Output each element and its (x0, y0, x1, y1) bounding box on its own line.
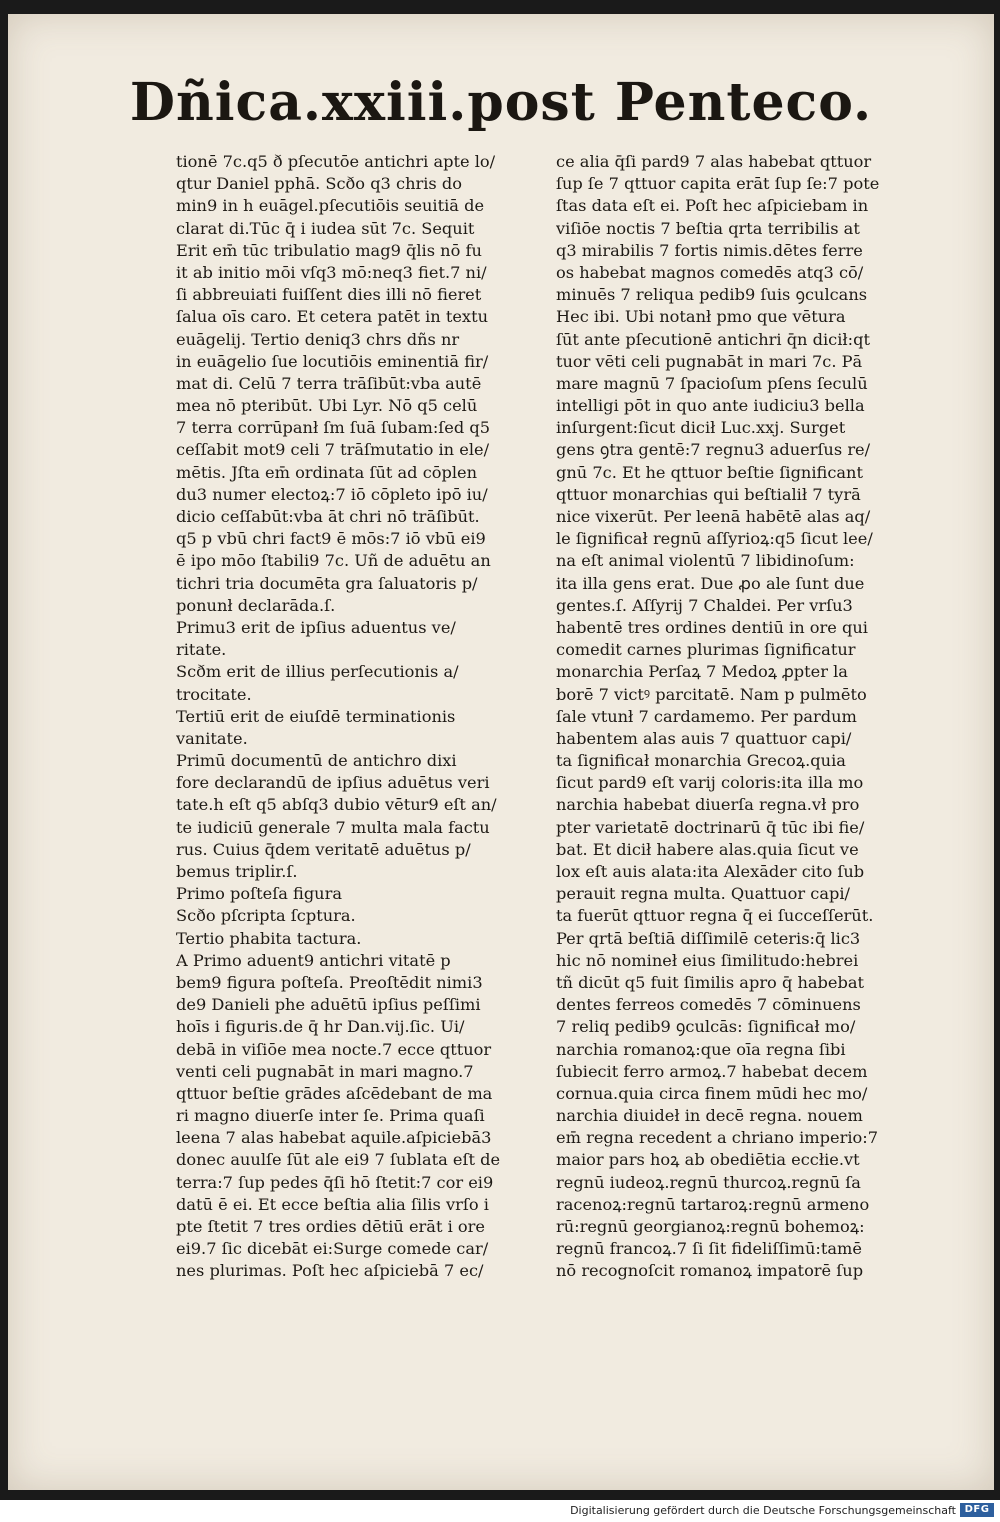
text-line: bat. Et dicił habere alas.quia ſicut ve (556, 839, 859, 859)
text-line: borē 7 victꝰ parcitatē. Nam p pulmēto (556, 684, 867, 704)
text-line: it ab initio mōi vſq3 mō:neq3 fiet.7 ni/ (176, 262, 487, 282)
text-line: Primu3 erit de ipſius aduentus ve/ (176, 617, 456, 637)
text-line: de9 Danieli phe aduētū ipſius peſſimi (176, 995, 481, 1015)
text-line: regnū francoꝝ.7 ſi ſit fideliſſimū:tamē (556, 1239, 862, 1259)
text-line: ſi abbreuiati fuiſſent dies illi nō fieret (176, 285, 482, 305)
text-line: ē ipo mōo ſtabili9 7c. Uñ de aduētu an (176, 551, 491, 571)
text-line: minuēs 7 reliqua pedib9 ſuis ꝯculcans (556, 285, 868, 305)
text-line: tichri tria documēta gra ſaluatoris p/ (176, 573, 478, 593)
text-line: intelligi pōt in quo ante iudiciu3 bella (556, 396, 865, 416)
text-line: Per qrtā beſtiā diſſimilē ceteris:q̄ lic3 (556, 928, 861, 948)
text-line: tñ dicūt q5 fuit ſimilis apro q̄ habebat (556, 972, 864, 992)
text-line: qttuor monarchias qui beſtialił 7 tyrā (556, 484, 861, 504)
text-line: 7 reliq pedib9 ꝯculcās: ſignificał mo/ (556, 1017, 856, 1037)
text-line: Scðm erit de illius perſecutionis a/ (176, 662, 459, 682)
text-line: ſale vtunł 7 cardamemo. Per pardum (556, 706, 857, 726)
text-line: pte ſtetit 7 tres ordies dētiū erāt i ore (176, 1217, 485, 1236)
text-line: du3 numer electoꝝ:7 iō cōpleto ipō iu/ (176, 484, 488, 504)
text-line: ei9.7 ſic dicebāt ei:Surge comede car/ (176, 1239, 489, 1259)
text-line: ſubiecit ferro armoꝝ.7 habebat decem (556, 1061, 868, 1081)
text-line: qtur Daniel pphā. Scðo q3 chris do (176, 174, 462, 194)
text-line: Hec ibi. Ubi notanł pmo que vētura (556, 307, 846, 327)
text-line: ri magno diuerſe inter ſe. Prima quaſi (176, 1106, 485, 1126)
text-line: tuor vēti celi pugnabāt in mari 7c. Pā (556, 351, 863, 371)
text-line: debā in viſiōe mea nocte.7 ecce qttuor (176, 1039, 492, 1059)
text-line: te iudiciū generale 7 multa mala factu (176, 817, 490, 837)
text-line: q3 mirabilis 7 fortis nimis.dētes ferre (556, 240, 863, 260)
text-line: 7 terra corrūpanł ſm ſuā ſubam:ſed q5 (176, 418, 491, 438)
text-line: ſtas data eſt ei. Poſt hec aſpiciebam in (556, 196, 869, 216)
text-line: Primo poſteſa figura (176, 884, 342, 904)
text-line: ſup ſe 7 qttuor capita erāt ſup ſe:7 pote (556, 174, 880, 194)
text-line: Erit em̄ tūc tribulatio mag9 q̄lis nō fu (176, 240, 482, 260)
text-line: mea nō pteribūt. Ubi Lyr. Nō q5 celū (176, 396, 478, 416)
text-line: A Primo aduent9 antichri vitatē p (176, 950, 451, 970)
text-line: ponunł declarāda.ſ. (176, 595, 336, 615)
text-line: racenoꝝ:regnū tartaroꝝ:regnū armeno (556, 1194, 870, 1214)
text-line: Primū documentū de antichro dixi (176, 751, 457, 771)
text-line: Scðo pſcripta ſcptura. (176, 906, 356, 926)
text-line: min9 in h euāgel.pſecutiōis seuitiā de (176, 196, 485, 216)
text-line: bem9 figura poſteſa. Preoſtēdit nimi3 (176, 972, 483, 992)
text-line: q5 p vbū chri fact9 ē mōs:7 iō vbū ei9 (176, 529, 486, 549)
text-line: vanitate. (176, 728, 248, 748)
text-line: dicio ceſſabūt:vba āt chri nō trāſibūt. (176, 507, 480, 526)
text-line: ceſſabit mot9 celi 7 trāſmutatio in ele/ (176, 440, 490, 460)
text-line: ce alia q̄ſi pard9 7 alas habebat qttuor (556, 152, 872, 171)
text-line: narchia habebat diuerſa regna.vł pro (556, 795, 860, 815)
text-line: hoīs i figuris.de q̄ hr Dan.vij.ſic. Ui/ (176, 1017, 465, 1037)
text-line: ſalua oīs caro. Et cetera patēt in textu (176, 307, 488, 327)
book-page (8, 14, 994, 1490)
text-line: perauit regna multa. Quattuor capi/ (556, 884, 851, 904)
text-line: le ſignificał regnū aſſyrioꝝ:q5 ſicut lee/ (556, 529, 873, 549)
text-column-right (556, 151, 934, 1283)
text-line: terra:7 ſup pedes q̄ſi hō ſtetit:7 cor ei9 (176, 1172, 494, 1192)
text-line: maior pars hoꝝ ab obediētia eccłie.vt (556, 1150, 860, 1170)
text-line: rū:regnū georgianoꝝ:regnū bohemoꝝ: (556, 1217, 865, 1236)
text-line: datū ē ei. Et ecce beſtia alia ſilis vrſo i (176, 1194, 489, 1214)
text-line: pter varietatē doctrinarū q̄ tūc ibi fie/ (556, 817, 865, 837)
text-line: ta fuerūt qttuor regna q̄ ei ſucceſſerūt. (556, 906, 874, 926)
dfg-logo: DFG (960, 1503, 994, 1517)
text-line: ita illa gens erat. Due ꝓo ale ſunt due (556, 573, 865, 593)
text-line: rus. Cuius q̄dem veritatē aduētus p/ (176, 839, 471, 859)
text-line: mētis. Jſta em̄ ordinata ſūt ad cōplen (176, 462, 478, 482)
footer-bar (0, 1500, 1000, 1522)
text-line: bemus tripli̇r.ſ. (176, 862, 298, 881)
text-line: ſūt ante pſecutionē antichri q̄n dicił:qt (556, 329, 870, 349)
text-line: ſicut pard9 eſt varij coloris:ita illa mo (556, 773, 864, 793)
funding-notice: Digitalisierung gefördert durch die Deutsche Forschungsgemeinschaft (570, 1504, 956, 1517)
page-heading: Dñica.xxiii.post Penteco. (129, 72, 873, 133)
text-line: inſurgent:ſicut dicił Luc.xxj. Surget (556, 418, 846, 438)
text-line: cornua.quia circa finem mūdi hec mo/ (556, 1083, 868, 1103)
text-line: clarat di.Tūc q̄ i iudea sūt 7c. Sequit (176, 218, 475, 238)
text-line: qttuor beſtie grādes aſcēdebant de ma (176, 1083, 493, 1103)
text-line: na eſt animal violentū 7 libidinoſum: (556, 551, 855, 571)
text-line: os habebat magnos comedēs atq3 cō/ (556, 262, 864, 282)
text-line: narchia diuideł in decē regna. nouem (556, 1106, 863, 1126)
text-line: lox eſt auis alata:ita Alexāder cito ſub (556, 862, 865, 881)
text-line: mare magnū 7 ſpacioſum pſens ſeculū (556, 373, 868, 393)
text-line: comedit carnes plurimas ſignificatur (556, 640, 856, 660)
text-line: viſiōe noctis 7 beſtia qrta terribilis at (556, 218, 860, 238)
text-line: fore declarandū de ipſius aduētus veri (176, 773, 490, 793)
text-line: nō recognoſcit romanoꝝ impatorē ſup (556, 1261, 864, 1281)
text-line: regnū iudeoꝝ.regnū thurcoꝝ.regnū ſa (556, 1172, 861, 1192)
text-line: euāgelij. Tertio deniq3 chrs dñs nr (176, 329, 460, 349)
text-line: leena 7 alas habebat aquile.aſpiciebā3 (176, 1128, 492, 1148)
text-line: habentē tres ordines dentiū in ore qui (556, 617, 868, 637)
text-line: nes plurimas. Poſt hec aſpiciebā 7 ec/ (176, 1261, 484, 1281)
text-line: ta ſignificał monarchia Grecoꝝ.quia (556, 751, 846, 771)
text-line: tionē 7c.q5 ð pſecutōe antichri apte lo/ (176, 152, 496, 171)
text-line: donec auulſe ſūt ale ei9 7 ſublata eſt de (176, 1150, 501, 1170)
text-line: in euāgelio ſue locutiōis eminentiā fir/ (176, 351, 489, 371)
text-line: Tertiū erit de eiuſdē terminationis (176, 706, 456, 726)
text-line: ritate. (176, 640, 227, 660)
text-line: gnū 7c. Et he qttuor beſtie ſignificant (556, 462, 863, 482)
text-line: habentem alas auis 7 quattuor capi/ (556, 728, 852, 748)
text-line: em̄ regna recedent a chriano imperio:7 (556, 1128, 879, 1148)
text-line: venti celi pugnabāt in mari magno.7 (176, 1061, 474, 1081)
text-line: gentes.ſ. Aſſyrij 7 Chaldei. Per vrſu3 (556, 595, 853, 615)
text-column-left (176, 151, 548, 1283)
text-line: gens ꝯtra gentē:7 regnu3 aduerſus re/ (556, 440, 871, 460)
text-line: hic nō nomineł eius ſimilitudo:hebrei (556, 950, 859, 970)
text-line: Tertio phabita tactura. (176, 928, 362, 948)
text-line: nice vixerūt. Per leenā habētē alas aq/ (556, 507, 871, 526)
text-line: tate.h eſt q5 abſq3 dubio vētur9 eſt an/ (176, 795, 497, 815)
text-line: trocitate. (176, 684, 252, 704)
text-line: mat di. Celū 7 terra trāſibūt:vba autē (176, 373, 482, 393)
text-line: narchia romanoꝝ:que oīa regna ſibi (556, 1039, 846, 1059)
text-line: monarchia Perſaꝝ 7 Medoꝝ ꝓpter la (556, 662, 848, 682)
text-line: dentes ferreos comedēs 7 cōminuens (556, 995, 861, 1015)
